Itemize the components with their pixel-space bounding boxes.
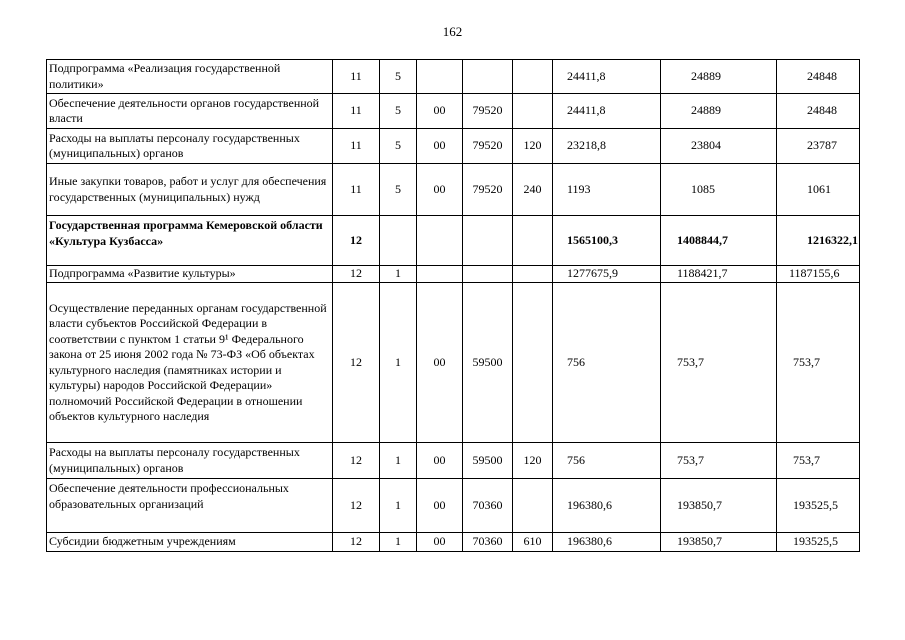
cell-amount-2: 24889 [661,94,777,129]
cell-expense-type [513,266,553,283]
row-name: Обеспечение деятельности профессиональных образовательных организаций [47,479,333,533]
cell-amount-2: 193850,7 [661,479,777,533]
table-row [47,94,860,129]
table-row [47,216,860,266]
cell-amount-3: 24848 [777,94,860,129]
cell-subsection: 1 [380,266,417,283]
cell-amount-2: 1408844,7 [661,216,777,266]
cell-direction: 79520 [463,164,513,216]
row-name: Обеспечение деятельности органов государственной власти [47,94,333,129]
cell-section: 12 [333,443,380,479]
table-row [47,283,860,443]
cell-amount-1: 1277675,9 [553,266,661,283]
cell-section: 11 [333,60,380,94]
cell-amount-1: 196380,6 [553,533,661,552]
table-row [47,533,860,552]
cell-subsection: 5 [380,129,417,164]
table-row [47,129,860,164]
cell-section: 11 [333,164,380,216]
cell-expense-type: 610 [513,533,553,552]
cell-amount-2: 1085 [661,164,777,216]
cell-direction: 79520 [463,94,513,129]
cell-amount-3: 1216322,1 [777,216,860,266]
cell-expense-type: 120 [513,443,553,479]
row-name: Иные закупки товаров, работ и услуг для обеспечения государственных (муниципальных) нужд [47,164,333,216]
cell-expense-type [513,283,553,443]
cell-program [417,216,463,266]
cell-section: 12 [333,533,380,552]
cell-subsection: 5 [380,94,417,129]
cell-subsection: 5 [380,164,417,216]
cell-expense-type [513,94,553,129]
cell-direction: 59500 [463,283,513,443]
row-name [47,283,333,443]
cell-amount-2: 753,7 [661,443,777,479]
cell-program: 00 [417,164,463,216]
table-row [47,60,860,94]
cell-direction [463,60,513,94]
row-name: Подпрограмма «Реализация государственной политики» [47,60,333,94]
cell-section: 11 [333,129,380,164]
cell-section: 12 [333,283,380,443]
cell-amount-3: 1061 [777,164,860,216]
table-row [47,443,860,479]
cell-amount-2: 193850,7 [661,533,777,552]
cell-section: 12 [333,266,380,283]
cell-program: 00 [417,283,463,443]
cell-program: 00 [417,533,463,552]
cell-expense-type [513,216,553,266]
cell-amount-1: 756 [553,283,661,443]
row-name-text: Осуществление переданных органам государственной власти субъектов Российской Федерации в соответствии с пунктом 1 статьи 9¹ Федерального закона от 25 июня 2002 года № 73-ФЗ «Об объектах культурного наследия (памятниках истории и культуры) народов Российской Федерации» полномочий Российской Федерации в отношении объектов культурного наследия [49,300,327,423]
cell-expense-type: 240 [513,164,553,216]
cell-direction [463,216,513,266]
cell-subsection: 5 [380,60,417,94]
table-row [47,479,860,533]
cell-program [417,60,463,94]
cell-program: 00 [417,443,463,479]
cell-direction: 70360 [463,479,513,533]
cell-program [417,266,463,283]
cell-expense-type [513,479,553,533]
table-row [47,164,860,216]
cell-subsection: 1 [380,479,417,533]
cell-amount-3: 753,7 [777,283,860,443]
cell-subsection: 1 [380,283,417,443]
row-name: Государственная программа Кемеровской области «Культура Кузбасса» [47,216,333,266]
cell-subsection: 1 [380,443,417,479]
cell-program: 00 [417,479,463,533]
row-name: Подпрограмма «Развитие культуры» [47,266,333,283]
cell-amount-3: 1187155,6 [777,266,860,283]
cell-amount-1: 1193 [553,164,661,216]
cell-program: 00 [417,94,463,129]
cell-section: 12 [333,216,380,266]
cell-amount-3: 753,7 [777,443,860,479]
cell-amount-3: 193525,5 [777,533,860,552]
table-row [47,266,860,283]
cell-direction: 59500 [463,443,513,479]
cell-amount-3: 23787 [777,129,860,164]
cell-expense-type [513,60,553,94]
cell-section: 12 [333,479,380,533]
cell-amount-2: 23804 [661,129,777,164]
cell-amount-1: 196380,6 [553,479,661,533]
cell-amount-2: 1188421,7 [661,266,777,283]
row-name: Расходы на выплаты персоналу государственных (муниципальных) органов [47,129,333,164]
row-name: Субсидии бюджетным учреждениям [47,533,333,552]
page-number: 162 [442,24,463,39]
cell-subsection: 1 [380,533,417,552]
cell-amount-1: 1565100,3 [553,216,661,266]
cell-direction: 70360 [463,533,513,552]
cell-program: 00 [417,129,463,164]
cell-amount-2: 753,7 [661,283,777,443]
cell-amount-1: 756 [553,443,661,479]
cell-amount-3: 193525,5 [777,479,860,533]
row-name: Расходы на выплаты персоналу государственных (муниципальных) органов [47,443,333,479]
budget-table [46,59,860,552]
cell-amount-3: 24848 [777,60,860,94]
cell-section: 11 [333,94,380,129]
cell-amount-1: 24411,8 [553,94,661,129]
cell-amount-1: 23218,8 [553,129,661,164]
cell-amount-1: 24411,8 [553,60,661,94]
cell-expense-type: 120 [513,129,553,164]
cell-amount-2: 24889 [661,60,777,94]
cell-direction: 79520 [463,129,513,164]
cell-subsection [380,216,417,266]
cell-direction [463,266,513,283]
